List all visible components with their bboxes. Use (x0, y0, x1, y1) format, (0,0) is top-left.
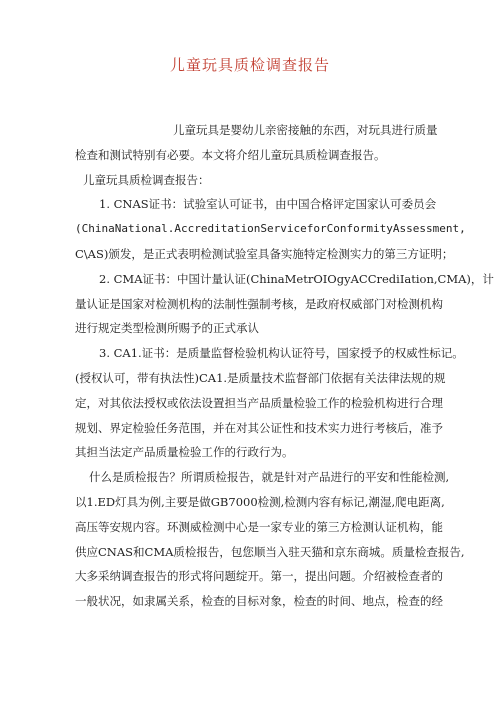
document-title: 儿童玩具质检调查报告 (169, 56, 330, 74)
body-line: 1. CNAS证书：试验室认可证书，由中国合格评定国家认可委员会 (99, 197, 437, 212)
body-line: 儿童玩具质检调查报告： (83, 172, 210, 187)
body-line: 大多采纳调查报告的形式将问题绽开。第一，提出问题。介绍被检查者的 (75, 569, 443, 584)
body-line: 进行规定类型检测所赐予的正式承认 (75, 321, 259, 336)
body-line: 高压等安规内容。环测威检测中心是一家专业的第三方检测认证机构，能 (75, 519, 443, 534)
body-line: (授权认可，带有执法性)CA1.是质量技术监督部门依据有关法律法规的规 (75, 370, 446, 385)
body-line: C\AS)颁发，是正式表明检测试验室具备实施特定检测实力的第三方证明； (75, 246, 454, 261)
body-line: 2. CMA证书：中国计量认证(ChinaMetrOIOgyACCrediIation,CMA)，计 (99, 271, 494, 286)
body-line: 定，对其依法授权或依法设置担当产品质量检验工作的检验机构进行合理 (75, 395, 443, 410)
body-line: 以1.ED灯具为例,主要是做GB7000检测,检测内容有标记,潮湿,爬电距离, (75, 494, 445, 509)
body-line: 规划、界定检验任务范围，并在对其公证性和技术实力进行考核后，准予 (75, 420, 443, 435)
body-line: 一般状况，如隶属关系，检查的目标对象，检查的时间、地点，检查的经 (75, 594, 443, 609)
body-line: 检查和测试特别有必要。本文将介绍儿童玩具质检调查报告。 (75, 147, 386, 162)
body-line: 3. CA1.证书：是质量监督检验机构认证符号，国家授予的权威性标记。 (99, 346, 464, 361)
body-line: 量认证是国家对检测机构的法制性强制考核，是政府权威部门对检测机构 (75, 296, 443, 311)
body-line: 什么是质检报告？所谓质检报告，就是针对产品进行的平安和性能检测, (89, 470, 450, 485)
body-line: 其担当法定产品质量检验工作的行政行为。 (75, 445, 294, 460)
document-body (75, 118, 494, 614)
body-line: 儿童玩具是婴幼儿亲密接触的东西，对玩具进行质量 (173, 123, 438, 137)
body-line: (ChinaNational.AccreditationServiceforConformityAssessment, (75, 222, 466, 236)
body-line: 供应CNAS和CMA质检报告，包您顺当入驻天猫和京东商城。质量检查报告, (75, 544, 465, 559)
